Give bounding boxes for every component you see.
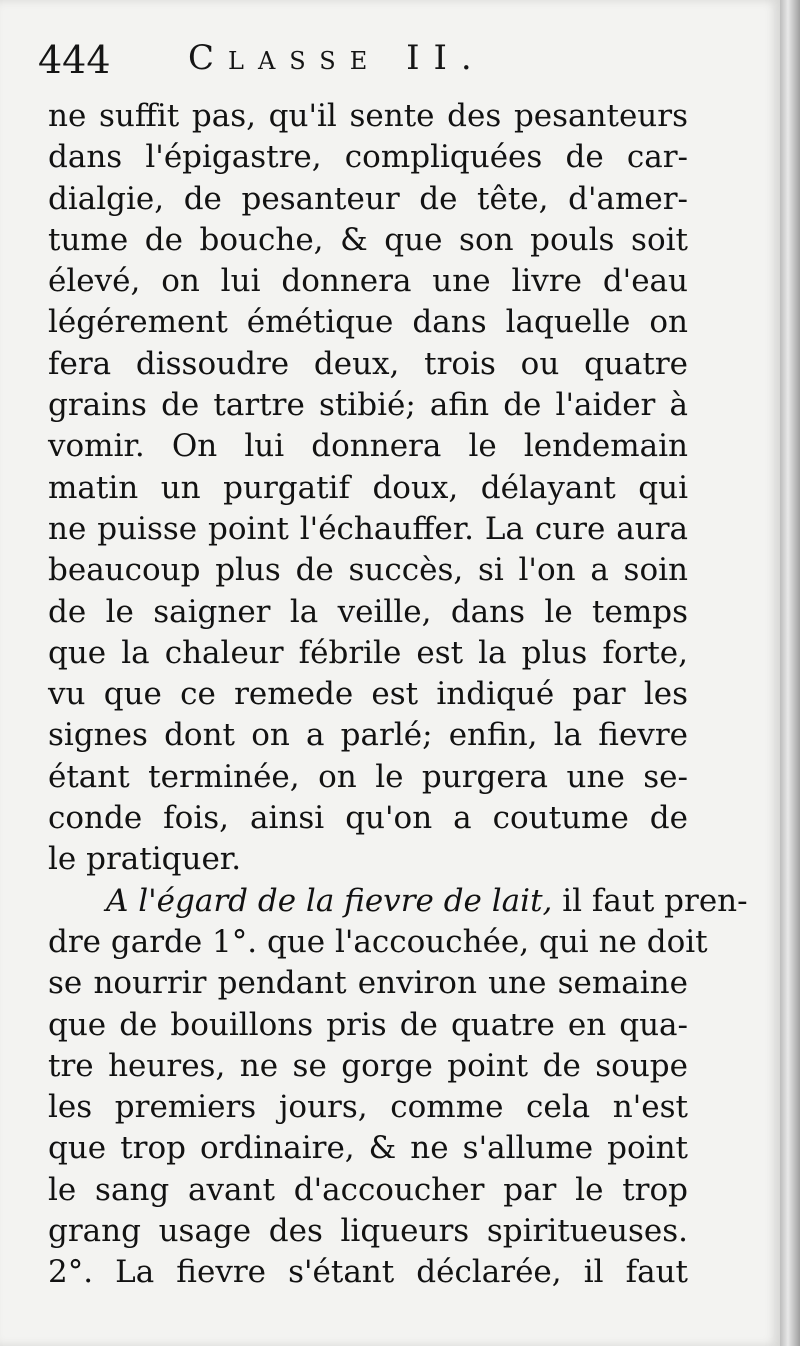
text-line: grang usage des liqueurs spiritueuses. (48, 1213, 688, 1250)
text-line: dialgie, de pesanteur de tête, d'amer- (48, 180, 688, 217)
text-line: signes dont on a parlé; enfin, la fievre (48, 717, 688, 754)
text-line: le sang avant d'accoucher par le trop (48, 1171, 688, 1208)
text-line: élevé, on lui donnera une livre d'eau (48, 263, 688, 300)
paragraph-1 (48, 96, 688, 881)
text-line: que trop ordinaire, & ne s'allume point (48, 1130, 688, 1167)
text-line: matin un purgatif doux, délayant qui (48, 469, 688, 506)
text-line: fera dissoudre deux, trois ou quatre (48, 345, 688, 382)
text-line: dans l'épigastre, compliquées de car- (48, 139, 688, 176)
text-block (48, 96, 748, 1294)
italic-phrase: A l'égard de la fievre de lait, (106, 882, 553, 919)
text-line: les premiers jours, comme cela n'est (48, 1089, 688, 1126)
text-line: vu que ce remede est indiqué par les (48, 676, 688, 713)
text-line: le pratiquer. (48, 841, 242, 878)
text-line: ne suffit pas, qu'il sente des pesanteurs (48, 98, 688, 134)
text-line: vomir. On lui donnera le lendemain (48, 428, 688, 465)
running-head (38, 38, 738, 98)
page-number: 444 (38, 38, 111, 82)
text-line: légérement émétique dans laquelle on (48, 304, 688, 341)
text-line: tre heures, ne se gorge point de soupe (48, 1047, 688, 1084)
text-line: de le saigner la veille, dans le temps (48, 593, 688, 630)
text-line: beaucoup plus de succès, si l'on a soin (48, 552, 688, 589)
text-line: ne puisse point l'échauffer. La cure aura (48, 510, 688, 547)
text-line: étant terminée, on le purgera une se- (48, 758, 688, 795)
text-line: grains de tartre stibié; afin de l'aider à (48, 387, 688, 424)
text-line: se nourrir pendant environ une semaine (48, 965, 688, 1002)
text-line: dre garde 1°. que l'accouchée, qui ne doit (48, 923, 708, 960)
page-edge (780, 0, 800, 1346)
text-line: 2°. La fievre s'étant déclarée, il faut (48, 1254, 688, 1291)
chapter-title: Classe II. (188, 38, 486, 78)
text-line: que la chaleur fébrile est la plus forte, (48, 634, 688, 671)
paragraph-2 (48, 881, 748, 1294)
text-line-first (48, 881, 748, 922)
text-line: tume de bouche, & que son pouls soit (48, 221, 688, 258)
line-rest: il faut pren- (552, 882, 748, 919)
text-line: conde fois, ainsi qu'on a coutume de (48, 800, 688, 837)
text-line: que de bouillons pris de quatre en qua- (48, 1006, 688, 1043)
